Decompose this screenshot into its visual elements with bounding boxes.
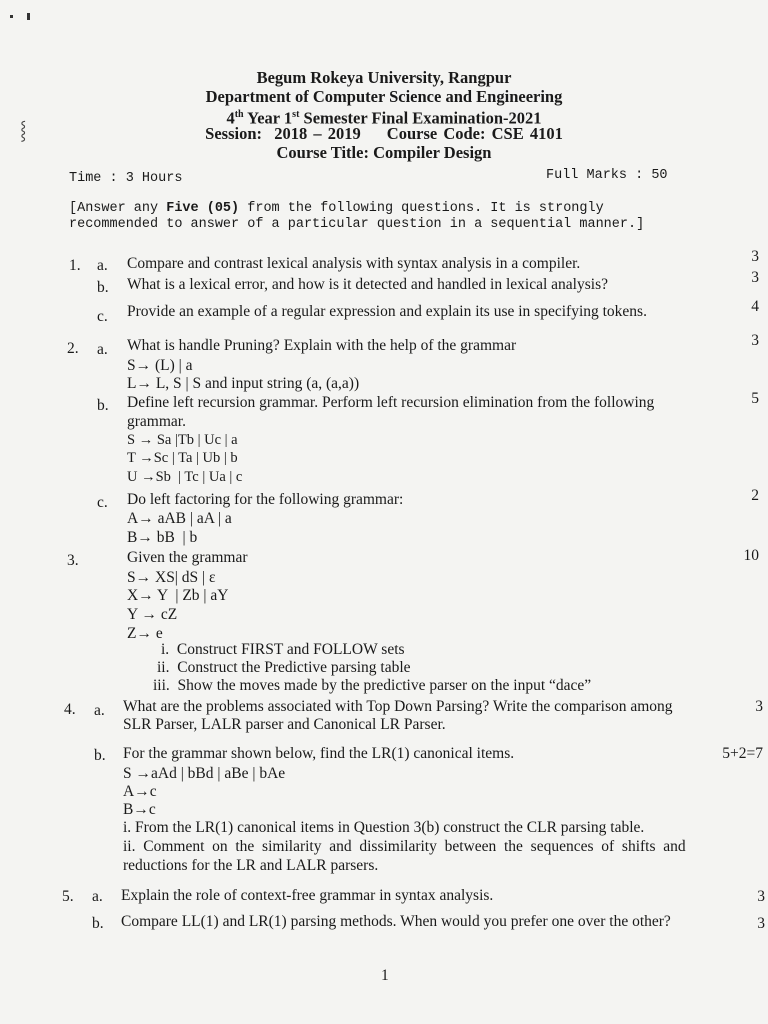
question-text: Compare LL(1) and LR(1) parsing methods. When would you prefer one over the other? [121, 913, 671, 930]
marks: 5+2=7 [722, 745, 763, 762]
session-line [0, 124, 768, 144]
year-word: Year 1 [243, 108, 293, 128]
year-number: 4 [226, 108, 235, 128]
grammar-rule: A→ aAB | aA | a [127, 510, 232, 527]
page-number: 1 [381, 967, 389, 984]
part-label: a. [94, 702, 105, 719]
part-label: a. [97, 257, 108, 274]
grammar-rule: S → Sa |Tb | Uc | a [127, 432, 238, 448]
question-text: For the grammar shown below, find the LR(1) canonical items. [123, 745, 515, 762]
question-text: Provide an example of a regular expression and explain its use in specifying tokens. [127, 303, 647, 320]
instructions-line-1 [69, 201, 604, 217]
marks: 3 [757, 915, 765, 932]
marks: 2 [751, 487, 759, 504]
part-label: c. [97, 494, 108, 511]
semester-text: Semester Final Examination-2021 [299, 108, 542, 128]
time-allowed: Time : 3 Hours [69, 171, 183, 186]
scan-speck [27, 13, 30, 20]
grammar-rule: B→c [123, 801, 156, 818]
grammar-rule: U →Sb | Tc | Ua | c [127, 469, 243, 485]
part-label: c. [97, 308, 108, 325]
grammar-rule: S →aAd | bBd | aBe | bAe [123, 765, 286, 782]
marks: 3 [751, 332, 759, 349]
full-marks: Full Marks : 50 [546, 168, 668, 183]
course-title: Course Title: Compiler Design [276, 143, 492, 162]
scan-speck [10, 15, 13, 18]
part-label: b. [92, 915, 104, 932]
part-label: b. [97, 279, 109, 296]
semester-suffix: st [292, 109, 300, 120]
course-code: Course Code: CSE 4101 [386, 124, 563, 143]
grammar-rule: T →Sc | Ta | Ub | b [127, 450, 238, 466]
year-suffix: th [234, 109, 244, 120]
question-text: Do left factoring for the following grammar: [127, 491, 404, 508]
marks: 3 [751, 248, 759, 265]
marks: 10 [743, 547, 759, 564]
sub-question: i. From the LR(1) canonical items in Question 3(b) construct the CLR parsing table. [123, 819, 645, 836]
instructions-line-2: recommended to answer of a particular question in a sequential manner.] [69, 217, 645, 232]
grammar-rule: Z→ e [127, 625, 163, 642]
university-name: Begum Rokeya University, Rangpur [256, 68, 512, 87]
grammar-rule: L→ L, S | S and input string (a, (a,a)) [127, 375, 360, 392]
part-label: a. [97, 341, 108, 358]
question-number: 2. [67, 340, 79, 357]
margin-mark: ⸾ [20, 120, 27, 140]
department-name: Department of Computer Science and Engineering [205, 87, 563, 106]
instructions-post: from the following questions. It is strongly [239, 201, 604, 216]
marks: 3 [757, 888, 765, 905]
grammar-rule: A→c [123, 783, 157, 800]
sub-question: ii. Construct the Predictive parsing table [157, 659, 411, 676]
question-text: Compare and contrast lexical analysis with syntax analysis in a compiler. [127, 255, 581, 272]
grammar-rule: B→ bB | b [127, 529, 198, 546]
marks: 3 [751, 269, 759, 286]
marks: 5 [751, 390, 759, 407]
question-text: What are the problems associated with Top Down Parsing? Write the comparison among [123, 698, 673, 715]
session: Session: 2018 – 2019 [205, 124, 361, 143]
sub-question: i. Construct FIRST and FOLLOW sets [161, 641, 405, 658]
grammar-rule: S→ XS| dS | ε [127, 569, 216, 586]
grammar-rule: X→ Y | Zb | aY [127, 587, 229, 604]
instructions-bold: Five (05) [166, 201, 240, 216]
question-text: What is handle Pruning? Explain with the help of the grammar [127, 337, 517, 354]
sub-question: ii. Comment on the similarity and dissimilarity between the sequences of shifts and [123, 838, 686, 855]
marks: 3 [755, 698, 763, 715]
question-text: Given the grammar [127, 549, 248, 566]
grammar-rule: S→ (L) | a [127, 357, 193, 374]
sub-question: iii. Show the moves made by the predictive parser on the input “dace” [153, 677, 592, 694]
question-number: 5. [62, 888, 74, 905]
grammar-rule: Y → cZ [127, 606, 178, 623]
question-text: What is a lexical error, and how is it detected and handled in lexical analysis? [127, 276, 608, 293]
part-label: b. [94, 747, 106, 764]
question-text: Define left recursion grammar. Perform left recursion elimination from the following [127, 394, 655, 411]
question-text: SLR Parser, LALR parser and Canonical LR Parser. [123, 716, 446, 733]
question-number: 4. [64, 701, 76, 718]
marks: 4 [751, 298, 759, 315]
question-text: Explain the role of context-free grammar in syntax analysis. [121, 887, 494, 904]
part-label: a. [92, 888, 103, 905]
part-label: b. [97, 397, 109, 414]
question-number: 3. [67, 552, 79, 569]
question-text: grammar. [127, 413, 186, 430]
instructions-pre: [Answer any [69, 201, 167, 216]
sub-question: reductions for the LR and LALR parsers. [123, 857, 379, 874]
question-number: 1. [69, 257, 81, 274]
